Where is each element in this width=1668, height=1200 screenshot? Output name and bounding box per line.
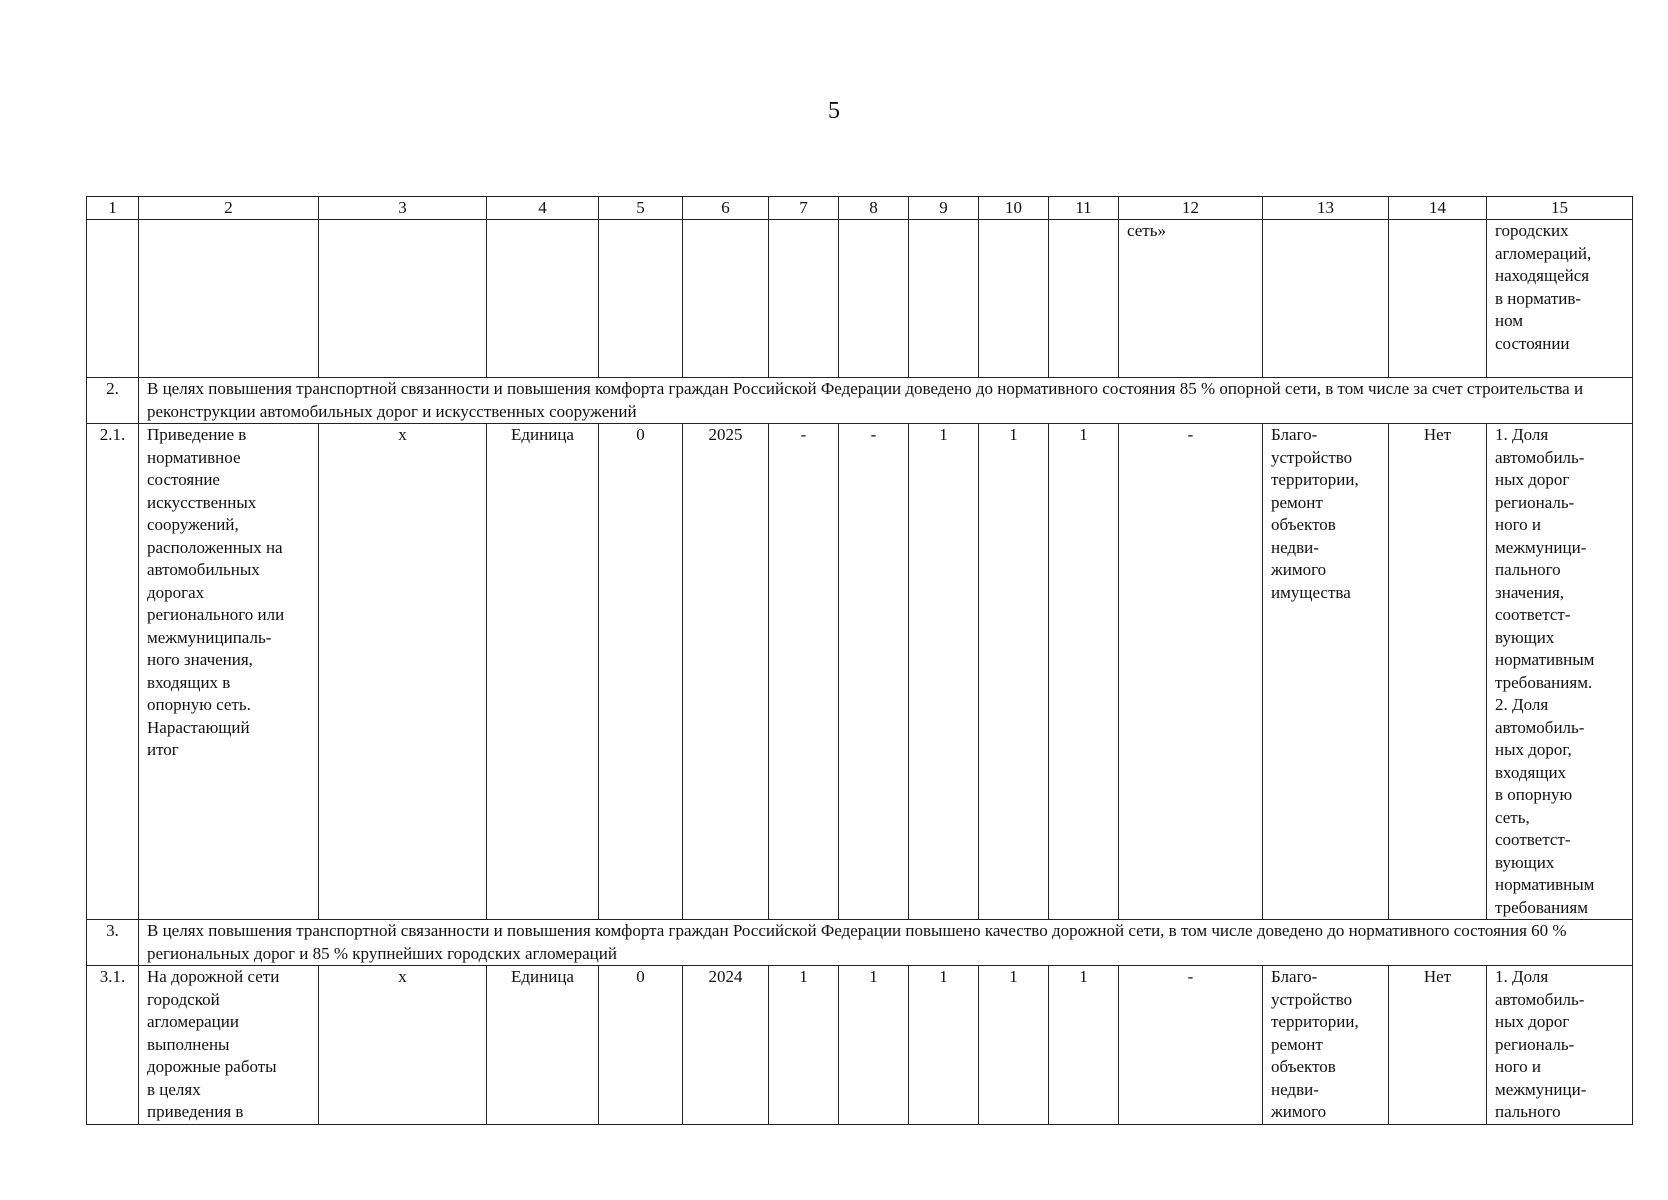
cell-14: Нет — [1389, 966, 1487, 1125]
table-row — [87, 966, 1633, 1125]
section-text: В целях повышения транспортной связанности и повышения комфорта граждан Российской Федерации доведено до нормативного состояния 85 % опорной сети, в том числе за счет строительства и реконструкции автомобильных дорог и искусственных сооружений — [139, 378, 1633, 424]
row-number: 2.1. — [87, 424, 139, 920]
cell-12: - — [1119, 966, 1263, 1125]
cell-3: х — [319, 966, 487, 1125]
continuation-row — [87, 220, 1633, 378]
row-name: Приведение в нормативное состояние искусственных сооружений, расположенных на автомобильных дорогах регионального или межмуниципаль- ного значения, входящих в опорную сеть. Нарастающий итог — [139, 424, 319, 920]
cell-3: х — [319, 424, 487, 920]
cell-unit: Единица — [487, 966, 599, 1125]
cell-12: - — [1119, 424, 1263, 920]
cell-year: 2025 — [683, 424, 769, 920]
cell-9: 1 — [909, 424, 979, 920]
cell-11: 1 — [1049, 966, 1119, 1125]
header-cell: 1 — [87, 197, 139, 220]
cell-10: 1 — [979, 966, 1049, 1125]
header-row — [87, 197, 1633, 220]
page-number: 5 — [828, 98, 840, 124]
header-cell: 3 — [319, 197, 487, 220]
section-number: 2. — [87, 378, 139, 424]
cell-15: 1. Доля автомобиль- ных дорог региональ- ного и межмуници- пального — [1487, 966, 1633, 1125]
header-cell: 9 — [909, 197, 979, 220]
header-cell: 8 — [839, 197, 909, 220]
section-text: В целях повышения транспортной связанности и повышения комфорта граждан Российской Федерации повышено качество дорожной сети, в том числе доведено до нормативного состояния 60 % региональных дорог и 85 % крупнейших городских агломераций — [139, 920, 1633, 966]
cell-base: 0 — [599, 424, 683, 920]
header-cell: 4 — [487, 197, 599, 220]
continuation-cell-15: городских агломераций, находящейся в норматив- ном состоянии — [1487, 220, 1633, 378]
cell-13: Благо- устройство территории, ремонт объектов недви- жимого имущества — [1263, 424, 1389, 920]
header-cell: 7 — [769, 197, 839, 220]
header-cell: 6 — [683, 197, 769, 220]
header-cell: 13 — [1263, 197, 1389, 220]
cell-8: - — [839, 424, 909, 920]
cell-7: 1 — [769, 966, 839, 1125]
continuation-cell-12: сеть» — [1119, 220, 1263, 378]
cell-8: 1 — [839, 966, 909, 1125]
cell-14: Нет — [1389, 424, 1487, 920]
section-row-3 — [87, 920, 1633, 966]
cell-year: 2024 — [683, 966, 769, 1125]
header-cell: 14 — [1389, 197, 1487, 220]
section-row-2 — [87, 378, 1633, 424]
cell-11: 1 — [1049, 424, 1119, 920]
cell-7: - — [769, 424, 839, 920]
section-number: 3. — [87, 920, 139, 966]
program-table — [86, 196, 1633, 1125]
header-cell: 10 — [979, 197, 1049, 220]
table-row — [87, 424, 1633, 920]
header-cell: 12 — [1119, 197, 1263, 220]
header-cell: 2 — [139, 197, 319, 220]
row-name: На дорожной сети городской агломерации выполнены дорожные работы в целях приведения в — [139, 966, 319, 1125]
header-cell: 11 — [1049, 197, 1119, 220]
cell-base: 0 — [599, 966, 683, 1125]
cell-10: 1 — [979, 424, 1049, 920]
cell-unit: Единица — [487, 424, 599, 920]
header-cell: 15 — [1487, 197, 1633, 220]
cell-9: 1 — [909, 966, 979, 1125]
cell-13: Благо- устройство территории, ремонт объектов недви- жимого — [1263, 966, 1389, 1125]
header-cell: 5 — [599, 197, 683, 220]
row-number: 3.1. — [87, 966, 139, 1125]
cell-15: 1. Доля автомобиль- ных дорог региональ- ного и межмуници- пального значения, соответст- вующих нормативным требованиям. 2. Доля автомобиль- ных дорог, входящих в опорную сеть, соответст- вующих нормативным требованиям — [1487, 424, 1633, 920]
